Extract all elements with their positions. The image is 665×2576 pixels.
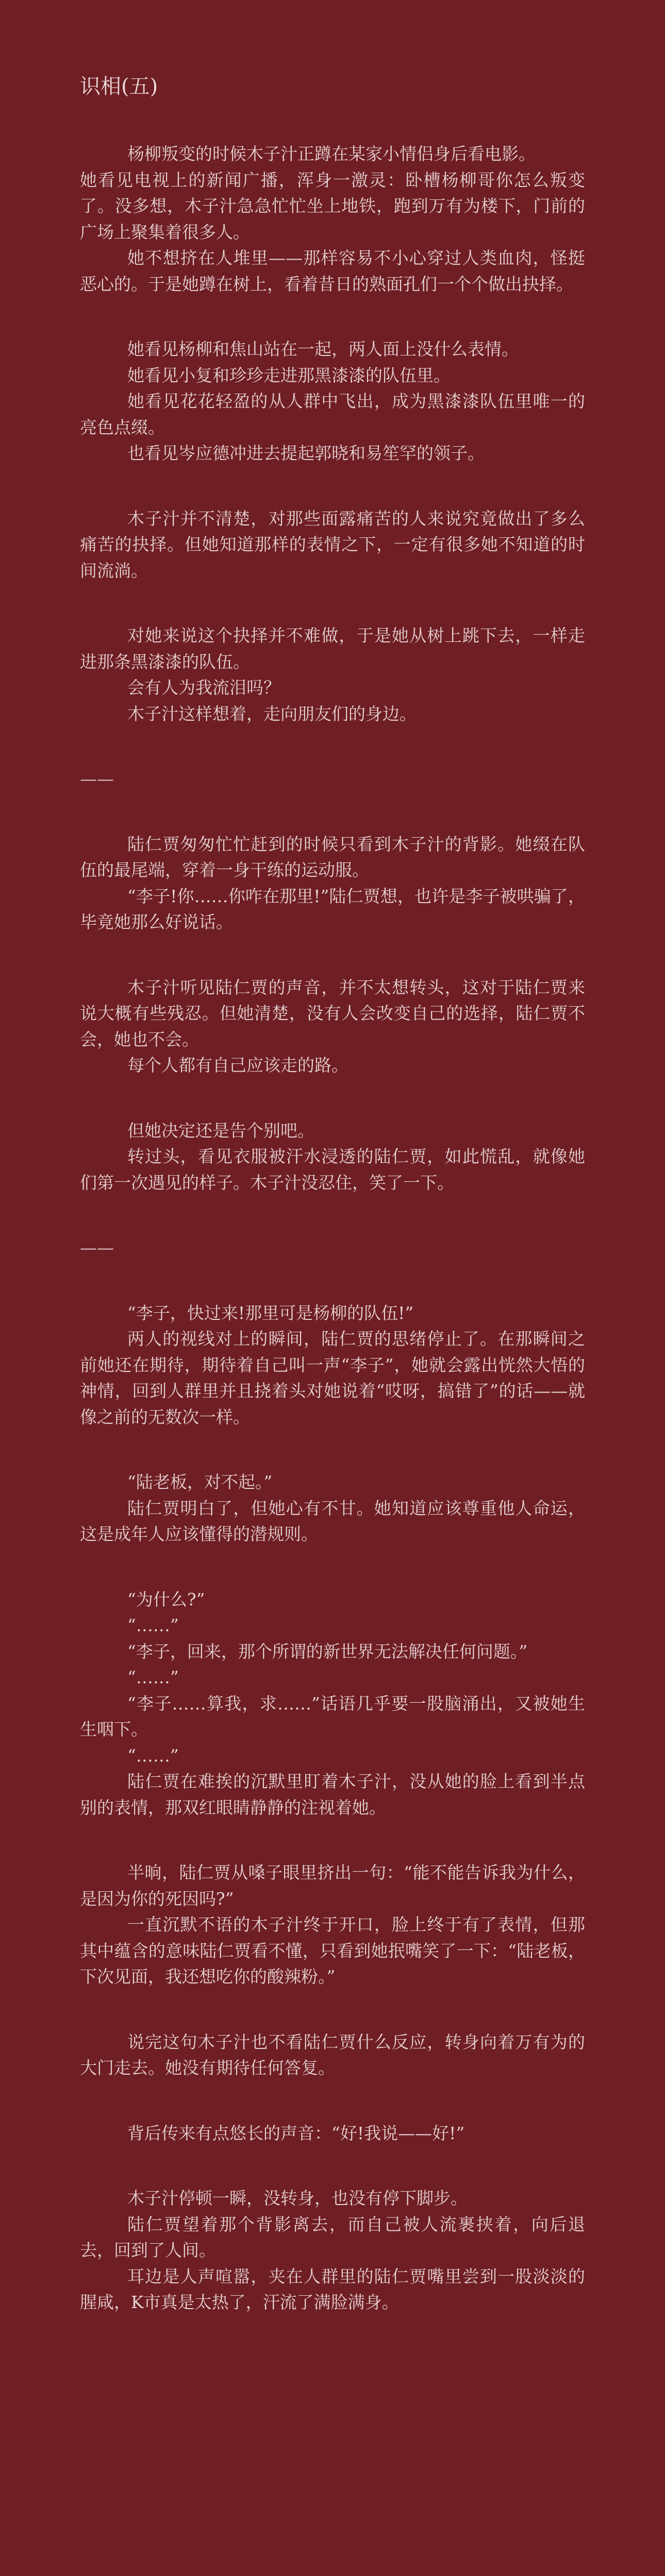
paragraph-gap [80,792,585,832]
paragraph-gap [80,727,585,766]
paragraph: 她看见杨柳和焦山站在一起，两人面上没什么表情。 [127,339,519,359]
paragraph: 会有人为我流泪吗？ [127,677,280,698]
paragraph-gap [80,1548,585,1587]
paragraph: “李子!你……你咋在那里!”陆仁贾想，也许是李子被哄骗了，毕竟她那么好说话。 [80,886,585,932]
paragraph: 对她来说这个抉择并不难做，于是她从树上跳下去，一样走进那条黑漆漆的队伍。 [80,625,585,672]
paragraph: “陆老板，对不起。” [127,1472,273,1492]
paragraph: 木子汁停顿一瞬，没转身，也没有停下脚步。 [127,2188,468,2208]
paragraph: “李子……算我，求……”话语几乎要一股脑涌出，又被她生生咽下。 [80,1693,585,1739]
paragraph-gap [80,2081,585,2121]
paragraph-gap [80,1821,585,1860]
paragraph: 木子汁这样想着，走向朋友们的身边。 [127,703,417,724]
paragraph: 陆仁贾匆匆忙忙赶到的时候只看到木子汁的背影。她缀在队伍的最尾端，穿着一身干练的运动服。 [80,834,585,880]
paragraph: 她看见小复和珍珍走进那黑漆漆的队伍里。 [127,365,451,385]
paragraph-gap [80,1196,585,1235]
paragraph: “……” [127,1745,179,1766]
paragraph: 说完这句木子汁也不看陆仁贾什么反应，转身向着万有为的大门走去。她没有期待任何答复。 [80,2031,585,2078]
paragraph: 也看见岑应德冲进去提起郭晓和易笙罕的领子。 [127,443,485,463]
paragraph: 她不想挤在人堆里——那样容易不小心穿过人类血肉，怪挺恶心的。于是她蹲在树上，看着昔日的熟面孔们一个个做出抉择。 [80,248,585,294]
paragraph: 每个人都有自己应该走的路。 [127,1055,348,1075]
paragraph: 木子汁听见陆仁贾的声音，并不太想转头，这对于陆仁贾来说大概有些残忍。但她清楚，没有人会改变自己的选择，陆仁贾不会，她也不会。 [80,977,585,1049]
paragraph-gap [80,1990,585,2029]
paragraph-gap [80,1261,585,1300]
paragraph-gap [80,2146,585,2185]
paragraph: “……” [127,1615,179,1635]
document-title: 识相(五) [80,75,158,98]
paragraph: 但她决定还是告个别吧。 [127,1120,314,1141]
paragraph: 耳边是人声喧嚣，夹在人群里的陆仁贾嘴里尝到一股淡淡的腥咸，K市真是太热了，汗流了满脸满身。 [80,2266,585,2312]
paragraph: 木子汁并不清楚，对那些面露痛苦的人来说究竟做出了多么痛苦的抉择。但她知道那样的表情之下，一定有很多她不知道的时间流淌。 [80,508,585,581]
paragraph-gap [80,584,585,623]
paragraph: 她看见花花轻盈的从人群中飞出，成为黑漆漆队伍里唯一的亮色点缀。 [80,391,585,437]
paragraph: 陆仁贾在难挨的沉默里盯着木子汁，没从她的脸上看到半点别的表情，那双红眼睛静静的注视着她。 [80,1771,585,1818]
paragraph-gap [80,297,585,336]
paragraph-gap [80,1430,585,1469]
paragraph: “为什么?” [127,1589,205,1609]
paragraph: 半晌，陆仁贾从嗓子眼里挤出一句：“能不能告诉我为什么，是因为你的死因吗?” [80,1862,585,1909]
paragraph: 陆仁贾望着那个背影离去，而自己被人流裹挟着，向后退去，回到了人间。 [80,2214,585,2260]
paragraph: “李子，回来，那个所谓的新世界无法解决任何问题。” [127,1641,528,1662]
paragraph: 背后传来有点悠长的声音：“好!我说——好!” [127,2123,465,2143]
paragraph-gap [80,1079,585,1118]
paragraph-gap [80,936,585,975]
paragraph: “……” [127,1667,179,1687]
paragraph: 一直沉默不语的木子汁终于开口，脸上终于有了表情，但那其中蕴含的意味陆仁贾看不懂，只看到她抿嘴笑了一下：“陆老板，下次见面，我还想吃你的酸辣粉。” [80,1914,585,1987]
paragraph: 她看见电视上的新闻广播，浑身一激灵：卧槽杨柳哥你怎么叛变了。没多想，木子汁急急忙忙坐上地铁，跑到万有为楼下，门前的广场上聚集着很多人。 [80,170,585,242]
section-separator: —— [80,769,114,789]
paragraph: 杨柳叛变的时候木子汁正蹲在某家小情侣身后看电影。 [127,144,536,164]
paragraph: “李子，快过来!那里可是杨柳的队伍!” [127,1302,414,1323]
paragraph: 转过头，看见衣服被汗水浸透的陆仁贾，如此慌乱，就像她们第一次遇见的样子。木子汁没忍住，笑了一下。 [80,1146,585,1193]
paragraph: 两人的视线对上的瞬间，陆仁贾的思绪停止了。在那瞬间之前她还在期待，期待着自己叫一声“李子”，她就会露出恍然大悟的神情，回到人群里并且挠着头对她说着“哎呀，搞错了”的话——就像之前的无数次一样。 [80,1329,585,1427]
section-separator: —— [80,1238,114,1258]
paragraph: 陆仁贾明白了，但她心有不甘。她知道应该尊重他人命运，这是成年人应该懂得的潜规则。 [80,1498,585,1544]
paragraph-gap [80,467,585,506]
document-body [80,141,585,2316]
